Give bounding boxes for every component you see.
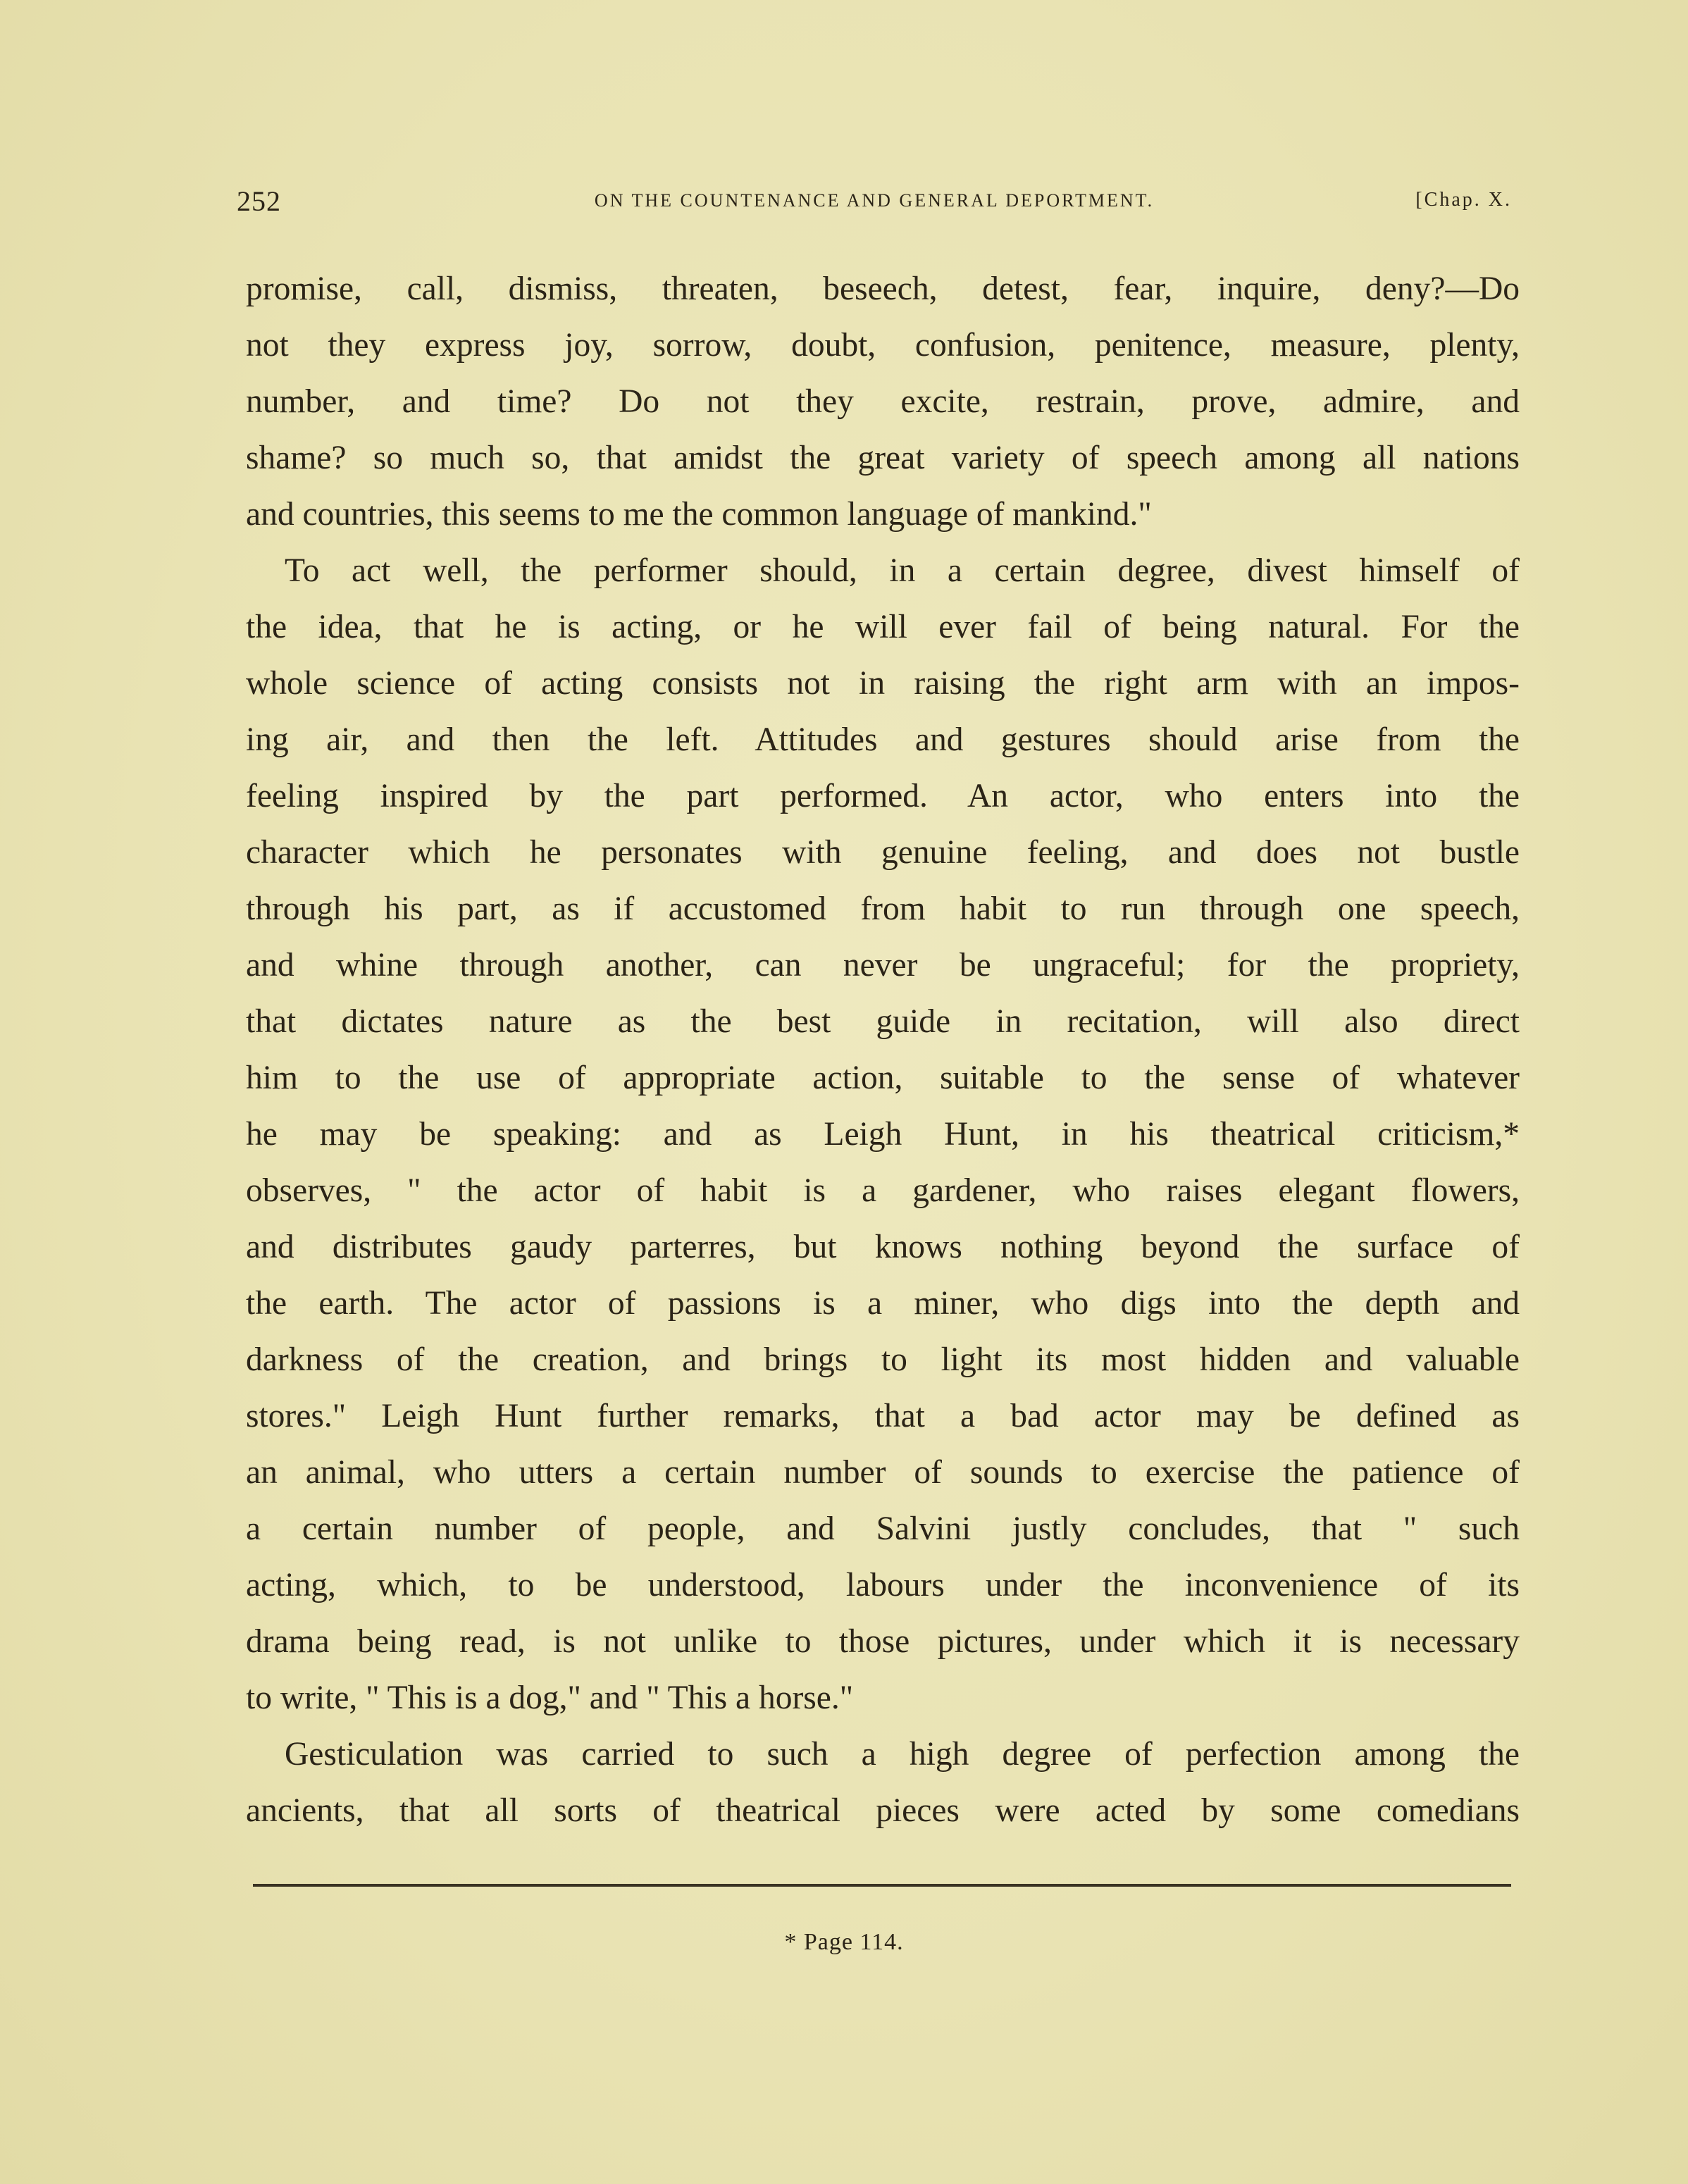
- text-line: character which he personates with genuine feeling, and does not bustle: [246, 834, 1520, 871]
- text-line: that dictates nature as the best guide in recitation, will also direct: [246, 1003, 1520, 1040]
- text-line: darkness of the creation, and brings to light its most hidden and valuable: [246, 1341, 1520, 1378]
- text-line: an animal, who utters a certain number of sounds to exercise the patience of: [246, 1454, 1520, 1491]
- text-line: Gesticulation was carried to such a high degree of perfection among the: [285, 1736, 1520, 1773]
- text-line: acting, which, to be understood, labours under the inconvenience of its: [246, 1567, 1520, 1603]
- text-line: the earth. The actor of passions is a miner, who digs into the depth and: [246, 1285, 1520, 1322]
- running-title: ON THE COUNTENANCE AND GENERAL DEPORTMENT.: [594, 190, 1155, 211]
- text-line: ancients, that all sorts of theatrical pieces were acted by some comedians: [246, 1792, 1520, 1829]
- text-line: drama being read, is not unlike to those pictures, under which it is necessary: [246, 1623, 1520, 1660]
- body-text: [246, 261, 1520, 1839]
- text-line: ing air, and then the left. Attitudes and gestures should arise from the: [246, 721, 1520, 758]
- text-line: and countries, this seems to me the common language of mankind.": [246, 496, 1152, 533]
- text-line: whole science of acting consists not in raising the right arm with an impos-: [246, 665, 1520, 702]
- page-number: 252: [237, 185, 281, 217]
- chapter-label: [Chap. X.: [1415, 189, 1512, 211]
- text-line: observes, " the actor of habit is a gardener, who raises elegant flowers,: [246, 1172, 1520, 1209]
- text-line: and distributes gaudy parterres, but knows nothing beyond the surface of: [246, 1229, 1520, 1265]
- text-line: the idea, that he is acting, or he will ever fail of being natural. For the: [246, 609, 1520, 645]
- text-line: feeling inspired by the part performed. An actor, who enters into the: [246, 778, 1520, 814]
- text-line: To act well, the performer should, in a certain degree, divest himself of: [285, 552, 1520, 589]
- page-header: [237, 185, 1512, 227]
- text-line: through his part, as if accustomed from habit to run through one speech,: [246, 891, 1520, 927]
- text-line: number, and time? Do not they excite, restrain, prove, admire, and: [246, 383, 1520, 420]
- text-line: him to the use of appropriate action, suitable to the sense of whatever: [246, 1060, 1520, 1096]
- text-line: shame? so much so, that amidst the great variety of speech among all nations: [246, 440, 1520, 476]
- text-line: a certain number of people, and Salvini justly concludes, that " such: [246, 1510, 1520, 1547]
- text-line: he may be speaking: and as Leigh Hunt, in his theatrical criticism,*: [246, 1116, 1520, 1153]
- text-line: promise, call, dismiss, threaten, beseech, detest, fear, inquire, deny?—Do: [246, 271, 1520, 307]
- text-line: not they express joy, sorrow, doubt, confusion, penitence, measure, plenty,: [246, 327, 1520, 364]
- footnote: * Page 114.: [784, 1929, 904, 1955]
- text-line: to write, " This is a dog," and " This a horse.": [246, 1680, 854, 1716]
- footnote-rule: [253, 1884, 1511, 1887]
- text-line: and whine through another, can never be ungraceful; for the propriety,: [246, 947, 1520, 984]
- text-line: stores." Leigh Hunt further remarks, that a bad actor may be defined as: [246, 1398, 1520, 1434]
